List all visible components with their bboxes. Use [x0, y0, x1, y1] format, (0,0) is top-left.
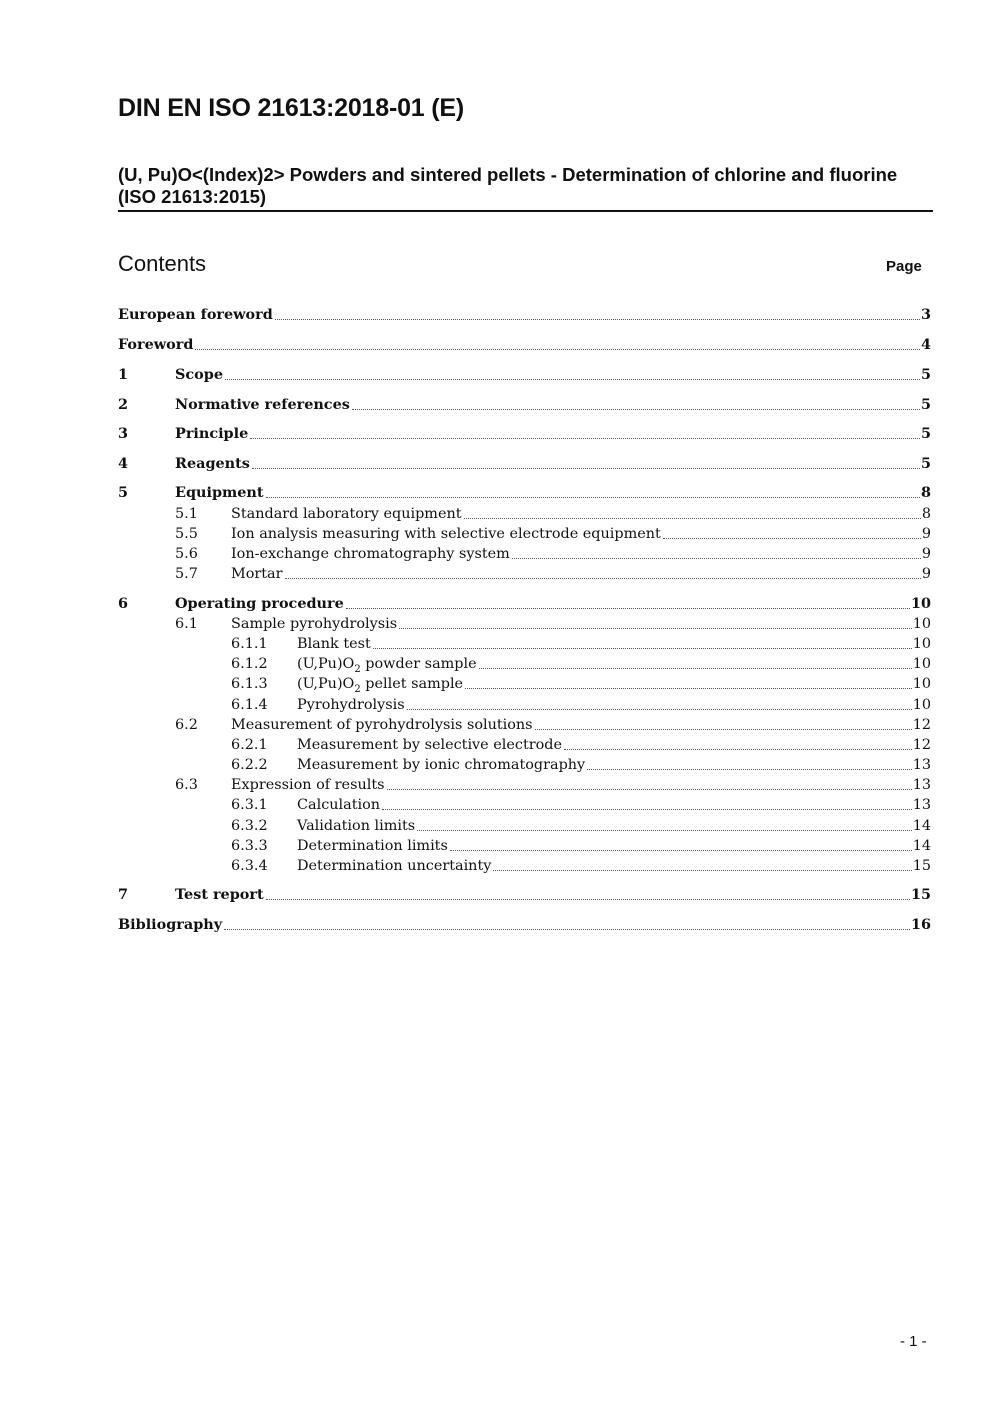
toc-entry-number: 5 [118, 484, 129, 501]
toc-entry-number: 6.2 [175, 717, 198, 733]
toc-entry[interactable] [118, 395, 931, 415]
toc-entry[interactable] [231, 856, 931, 876]
toc-entry-number: 7 [118, 886, 129, 903]
toc-entry-label: European foreword [118, 306, 273, 323]
toc-entry[interactable] [175, 544, 931, 564]
toc-entry-label: $(U,Pu)O_2$ powder sample [297, 656, 477, 675]
toc-entry[interactable] [118, 483, 931, 503]
toc-leader-dots [535, 729, 912, 730]
toc-entry[interactable] [231, 795, 931, 815]
toc-entry-label: Equipment [175, 484, 264, 501]
toc-entry-page: 14 [912, 838, 931, 854]
toc-leader-dots [465, 688, 912, 689]
toc-leader-dots [493, 870, 911, 871]
toc-entry-number: 6.3.2 [231, 818, 268, 834]
toc-entry[interactable] [231, 695, 931, 715]
toc-entry-label: Bibliography [118, 916, 223, 933]
toc-leader-dots [417, 830, 912, 831]
toc-leader-dots [250, 438, 920, 439]
toc-leader-dots [373, 648, 912, 649]
contents-heading: Contents [118, 251, 207, 276]
toc-entry-label: Determination limits [297, 838, 448, 854]
toc-entry-label: Measurement by ionic chromatography [297, 757, 586, 773]
toc-entry-page: 9 [921, 546, 931, 562]
toc-entry-number: 2 [118, 396, 129, 413]
toc-entry-page: 10 [912, 697, 931, 713]
toc-entry-page: 4 [920, 336, 931, 353]
toc-entry[interactable] [231, 674, 931, 694]
toc-entry-page: 15 [912, 858, 931, 874]
toc-entry[interactable] [118, 335, 931, 355]
toc-leader-dots [225, 379, 920, 380]
toc-leader-dots [399, 628, 912, 629]
toc-leader-dots [387, 789, 912, 790]
toc-entry-label: Measurement by selective electrode [297, 737, 563, 753]
toc-entry-page: 13 [912, 797, 931, 813]
toc-entry-page: 9 [921, 566, 931, 582]
toc-entry-page: 10 [912, 656, 931, 672]
toc-entry-label: Standard laboratory equipment [231, 506, 462, 522]
toc-entry-number: 4 [118, 455, 129, 472]
toc-entry-page: 16 [910, 916, 931, 933]
footer-page-number: - 1 - [900, 1333, 927, 1350]
toc-entry-number: 6.3.1 [231, 797, 268, 813]
toc-entry-number: 6.2.1 [231, 737, 268, 753]
toc-entry-label: Pyrohydrolysis [297, 697, 405, 713]
toc-entry-label: Operating procedure [175, 595, 344, 612]
toc-entry-page: 15 [910, 886, 931, 903]
toc-entry-page: 9 [921, 526, 931, 542]
document-title: DIN EN ISO 21613:2018-01 (E) [118, 94, 464, 122]
toc-entry-label: Sample pyrohydrolysis [231, 616, 398, 632]
toc-leader-dots [252, 468, 920, 469]
toc-entry-label: Mortar [231, 566, 283, 582]
toc-leader-dots [479, 668, 912, 669]
toc-entry-number: 5.5 [175, 526, 198, 542]
toc-entry[interactable] [231, 816, 931, 836]
toc-entry-number: 1 [118, 366, 129, 383]
toc-leader-dots [450, 850, 912, 851]
toc-entry-number: 6.1 [175, 616, 198, 632]
toc-leader-dots [195, 349, 920, 350]
toc-leader-dots [266, 899, 910, 900]
toc-entry-label: Normative references [175, 396, 350, 413]
toc-leader-dots [285, 578, 921, 579]
toc-entry-page: 13 [912, 777, 931, 793]
toc-entry-page: 10 [912, 616, 931, 632]
toc-entry-label: Foreword [118, 336, 194, 353]
toc-entry-label: Measurement of pyrohydrolysis solutions [231, 717, 533, 733]
toc-entry-page: 3 [920, 306, 931, 323]
toc-entry[interactable] [175, 564, 931, 584]
toc-entry-number: 6.1.3 [231, 676, 268, 692]
toc-entry-page: 10 [912, 676, 931, 692]
toc-entry-label: Ion analysis measuring with selective electrode equipment [231, 526, 661, 542]
toc-entry-label: Principle [175, 425, 249, 442]
toc-leader-dots [407, 709, 912, 710]
toc-entry-number: 5.7 [175, 566, 198, 582]
toc-entry-page: 5 [920, 455, 931, 472]
toc-entry-page: 5 [920, 366, 931, 383]
toc-leader-dots [266, 497, 920, 498]
toc-entry[interactable] [118, 424, 931, 444]
toc-entry-number: 6.1.2 [231, 656, 268, 672]
toc-entry[interactable] [118, 454, 931, 474]
toc-entry-number: 3 [118, 425, 129, 442]
toc-leader-dots [512, 558, 921, 559]
toc-leader-dots [352, 409, 920, 410]
toc-entry[interactable] [231, 836, 931, 856]
toc-leader-dots [275, 319, 920, 320]
toc-entry[interactable] [231, 634, 931, 654]
toc-entry-page: 10 [912, 636, 931, 652]
toc-entry-page: 8 [920, 484, 931, 501]
toc-entry-page: 14 [912, 818, 931, 834]
toc-entry-page: 13 [912, 757, 931, 773]
toc-entry-label: Reagents [175, 455, 250, 472]
toc-entry-number: 6.3.3 [231, 838, 268, 854]
toc-entry-number: 6.3.4 [231, 858, 268, 874]
toc-leader-dots [382, 809, 912, 810]
toc-entry-number: 6 [118, 595, 129, 612]
toc-entry-label: Calculation [297, 797, 381, 813]
toc-entry-label: Scope [175, 366, 223, 383]
toc-entry[interactable] [175, 775, 931, 795]
toc-entry-label: Blank test [297, 636, 371, 652]
toc-entry[interactable] [175, 524, 931, 544]
page-column-heading: Page [886, 258, 922, 275]
toc-leader-dots [464, 518, 921, 519]
toc-entry[interactable] [118, 365, 931, 385]
toc-entry-page: 5 [920, 396, 931, 413]
toc-entry-number: 5.1 [175, 506, 198, 522]
toc-entry-number: 6.1.4 [231, 697, 268, 713]
toc-entry[interactable] [118, 305, 931, 325]
toc-entry-label: Expression of results [231, 777, 385, 793]
toc-entry-label: Test report [175, 886, 264, 903]
toc-leader-dots [663, 538, 921, 539]
document-subtitle: (U, Pu)O<(Index)2> Powders and sintered pellets - Determination of chlorine and fluorine (ISO 21613:2015) [118, 164, 933, 212]
toc-leader-dots [564, 749, 912, 750]
toc-entry-label: Validation limits [297, 818, 416, 834]
toc-entry[interactable] [231, 755, 931, 775]
toc-leader-dots [346, 608, 910, 609]
toc-entry-number: 6.3 [175, 777, 198, 793]
toc-entry-page: 8 [921, 506, 931, 522]
toc-entry-number: 6.1.1 [231, 636, 268, 652]
toc-entry[interactable] [118, 885, 931, 905]
toc-entry-page: 5 [920, 425, 931, 442]
toc-entry-number: 5.6 [175, 546, 198, 562]
toc-entry-label: Determination uncertainty [297, 858, 492, 874]
toc-entry[interactable] [175, 715, 931, 735]
toc-entry-page: 10 [910, 595, 931, 612]
toc-entry-page: 12 [912, 737, 931, 753]
toc-entry-number: 6.2.2 [231, 757, 268, 773]
toc-entry[interactable] [231, 654, 931, 674]
toc-entry[interactable] [175, 504, 931, 524]
toc-entry-label: Ion-exchange chromatography system [231, 546, 510, 562]
toc-entry[interactable] [175, 614, 931, 634]
toc-entry[interactable] [118, 594, 931, 614]
toc-entry[interactable] [118, 915, 931, 935]
toc-leader-dots [587, 769, 912, 770]
toc-entry-page: 12 [912, 717, 931, 733]
toc-entry-label: $(U,Pu)O_2$ pellet sample [297, 676, 464, 695]
toc-leader-dots [224, 929, 910, 930]
toc-entry[interactable] [231, 735, 931, 755]
